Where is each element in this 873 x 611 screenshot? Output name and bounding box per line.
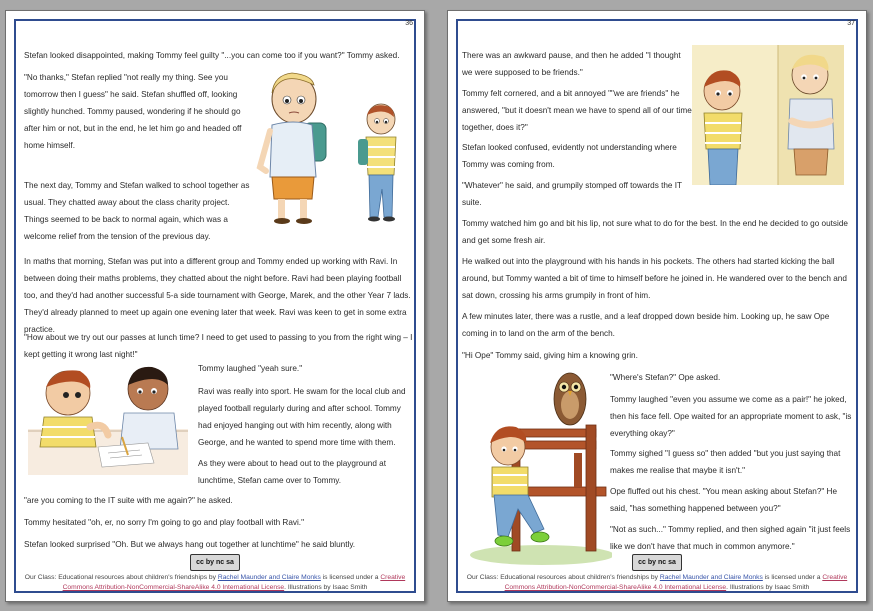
paragraph: Tommy hesitated "oh, er, no sorry I'm going to go and play football with Ravi." bbox=[24, 518, 304, 527]
paragraph: He walked out into the playground with his hands in his pockets. The others had started kicking the ball around, but Tommy wanted a bit of time to himself before he joined in. He wandered over to the bench and sat down, crossing his arms grumpily in front of him. bbox=[462, 257, 847, 300]
paragraph: As they were about to head out to the playground at lunchtime, Stefan came over to Tommy. bbox=[198, 459, 386, 485]
illustration-boy-owl-bench bbox=[462, 369, 612, 569]
license-footer: cc by nc sa Our Class: Educational resources about children's friendships by Rachel Maunder and Claire Monks is licensed under a Creative Commons Attribution-NonCommercial-ShareAlike 4.0 International License. Illustrations by Isaac Smith bbox=[460, 554, 854, 593]
illustration-tommy-stefan-walking bbox=[242, 67, 408, 227]
paragraph: "No thanks," Stefan replied "not really my thing. See you tomorrow then I guess" he said. Stefan shuffled off, looking slightly hunched. Tommy paused, wondering if he should go after him or not, but in the end, he let him go and headed off home himself. bbox=[24, 73, 242, 150]
paragraph: Ravi was really into sport. He swam for the local club and played football regularly during and after school. Tommy had enjoyed hanging out with him recently, along with George, and he wanted to spend more time with them. bbox=[198, 387, 406, 447]
page-number: 36 bbox=[405, 20, 413, 27]
paragraph: "Where's Stefan?" Ope asked. bbox=[610, 373, 721, 382]
authors-link[interactable]: Rachel Maunder and Claire Monks bbox=[217, 574, 321, 581]
page-right bbox=[447, 10, 867, 602]
paragraph: Ope fluffed out his chest. "You mean asking about Stefan?" He said, "has something happened between you?" bbox=[610, 487, 838, 513]
paragraph: Tommy sighed "I guess so" then added "but you just saying that makes me realise that maybe it isn't." bbox=[610, 449, 841, 475]
cc-license-badge[interactable]: cc by nc sa bbox=[632, 554, 682, 571]
paragraph: "How about we try out our passes at lunch time? I need to get used to passing to you from the right wing – I kept getting it wrong last night!" bbox=[24, 333, 413, 359]
paragraph: "are you coming to the IT suite with me again?" he asked. bbox=[24, 496, 233, 505]
paragraph: Tommy laughed "even you assume we come as a pair!" he joked, then his face fell. Ope waited for an appropriate moment to ask, "is everything okay?" bbox=[610, 395, 852, 438]
paragraph: There was an awkward pause, and then he added "I thought we were supposed to be friends." bbox=[462, 51, 681, 77]
paragraph: Tommy watched him go and bit his lip, not sure what to do for the best. In the end he decided to go outside and get some fresh air. bbox=[462, 219, 848, 245]
illustration-boys-corner bbox=[692, 45, 844, 185]
paragraph: In maths that morning, Stefan was put into a different group and Tommy ended up working with Ravi. In between doing their maths problems, they chatted about the night before. Ravi had been playing football too, and they'd had another successful 5-a side tournament with George, Marek, and the other Year 7 lads. They'd already planned to meet up again one evening later that week. Ravi was keen to get in some extra practice. bbox=[24, 257, 411, 334]
paragraph: A few minutes later, there was a rustle, and a leaf dropped down beside him. Looking up, he saw Ope coming in to land on the arm of the bench. bbox=[462, 312, 830, 338]
paragraph: "Whatever" he said, and grumpily stomped off towards the IT suite. bbox=[462, 181, 682, 207]
paragraph: Tommy laughed "yeah sure." bbox=[198, 364, 303, 373]
illustration-boys-at-desk bbox=[28, 357, 188, 477]
page-left bbox=[5, 10, 425, 602]
paragraph: Stefan looked disappointed, making Tommy feel guilty "...you can come too if you want?" Tommy asked. bbox=[24, 51, 400, 60]
authors-link[interactable]: Rachel Maunder and Claire Monks bbox=[659, 574, 763, 581]
paragraph: Tommy felt cornered, and a bit annoyed ""we are friends" he answered, "but it doesn't mean we have to spend all of our time together, does it?" bbox=[462, 89, 692, 132]
page-number: 37 bbox=[847, 20, 855, 27]
paragraph: "Hi Ope" Tommy said, giving him a knowing grin. bbox=[462, 351, 638, 360]
license-link[interactable]: Creative Commons Attribution-NonCommercial-ShareAlike 4.0 International License bbox=[504, 574, 848, 591]
paragraph: The next day, Tommy and Stefan walked to school together as usual. They chatted away about the class charity project. Things seemed to be back to normal again, which was a welcome relief from the tension of the previous day. bbox=[24, 181, 250, 241]
license-link[interactable]: Creative Commons Attribution-NonCommercial-ShareAlike 4.0 International License bbox=[62, 574, 406, 591]
paragraph: Stefan looked surprised "Oh. But we always hang out together at lunchtime" he said bluntly. bbox=[24, 540, 356, 549]
cc-license-badge[interactable]: cc by nc sa bbox=[190, 554, 240, 571]
paragraph: Stefan looked confused, evidently not understanding where Tommy was coming from. bbox=[462, 143, 677, 169]
license-footer: cc by nc sa Our Class: Educational resources about children's friendships by Rachel Maunder and Claire Monks is licensed under a Creative Commons Attribution-NonCommercial-ShareAlike 4.0 International License. Illustrations by Isaac Smith bbox=[18, 554, 412, 593]
paragraph: "Not as such..." Tommy replied, and then sighed again "it just feels like we don't have that much in common anymore." bbox=[610, 525, 851, 551]
